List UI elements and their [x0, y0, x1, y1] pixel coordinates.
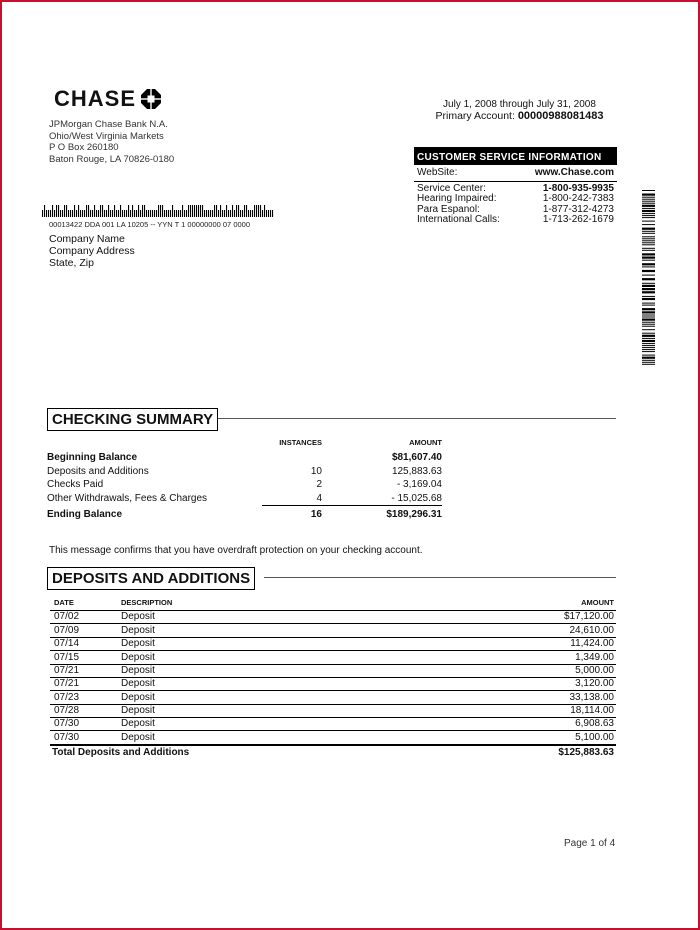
postal-barcode [42, 205, 274, 217]
barcode-bar [272, 210, 273, 217]
barcode-bar [642, 201, 655, 202]
barcode-bar [642, 296, 655, 297]
customer-service-box [414, 147, 617, 226]
barcode-bar [114, 205, 115, 217]
recipient-line: Company Name [49, 233, 125, 245]
barcode-bar [144, 205, 145, 217]
deposit-amount: $17,120.00 [393, 611, 616, 624]
deposit-description: Deposit [117, 718, 393, 731]
deposit-date: 07/02 [50, 611, 117, 624]
barcode-bar [64, 205, 65, 217]
barcode-bar [88, 205, 89, 217]
deposit-date: 07/09 [50, 624, 117, 637]
barcode-bar [222, 210, 223, 217]
summary-instances: 4 [316, 493, 322, 505]
barcode-bar [642, 340, 655, 342]
deposit-date: 07/14 [50, 637, 117, 650]
deposit-amount: 5,000.00 [393, 664, 616, 677]
barcode-bar [174, 210, 175, 217]
barcode-bar [242, 210, 243, 217]
barcode-bar [240, 210, 241, 217]
deposit-date: 07/30 [50, 718, 117, 731]
barcode-bar [642, 190, 655, 191]
barcode-bar [122, 210, 123, 217]
vertical-barcode [642, 190, 660, 365]
barcode-bar [130, 210, 131, 217]
barcode-bar [136, 210, 137, 217]
barcode-bar [84, 210, 85, 217]
checking-summary-table [47, 438, 442, 522]
barcode-bar [642, 210, 655, 212]
address-line: JPMorgan Chase Bank N.A. [49, 119, 168, 130]
deposit-description: Deposit [117, 637, 393, 650]
barcode-bar [184, 210, 185, 217]
barcode-bar [176, 210, 177, 217]
barcode-bar [108, 205, 109, 217]
barcode-bar [124, 210, 125, 217]
barcode-bar [60, 210, 61, 217]
barcode-bar [642, 213, 655, 214]
hearing-impaired-label: Hearing Impaired: [417, 193, 497, 205]
barcode-bar [172, 205, 173, 217]
barcode-bar [206, 210, 207, 217]
deposit-row [50, 718, 616, 731]
barcode-bar [250, 210, 251, 217]
barcode-bar [148, 210, 149, 217]
barcode-bar [120, 205, 121, 217]
barcode-bar [642, 298, 655, 300]
barcode-bar [164, 210, 165, 217]
summary-instances: 10 [310, 465, 322, 477]
hearing-impaired-phone: 1-800-242-7383 [542, 193, 614, 205]
barcode-bar [168, 210, 169, 217]
barcode-bar [42, 210, 43, 217]
summary-total-row [47, 506, 442, 522]
page-number: Page 1 of 4 [564, 838, 616, 849]
barcode-bar [642, 257, 655, 259]
para-espanol-label: Para Espanol: [417, 203, 480, 215]
barcode-bar [642, 242, 655, 243]
logo-text: CHASE [54, 86, 137, 111]
barcode-bar [642, 248, 655, 249]
date-header: DATE [50, 598, 117, 611]
barcode-bar [44, 205, 45, 217]
barcode-bar [208, 210, 209, 217]
statement-period: July 1, 2008 through July 31, 2008 [443, 99, 596, 110]
barcode-bar [642, 275, 655, 276]
deposit-amount: 1,349.00 [393, 651, 616, 664]
barcode-bar [68, 210, 69, 217]
international-row [414, 215, 617, 226]
barcode-bar [642, 308, 655, 310]
deposit-amount: 33,138.00 [393, 691, 616, 704]
barcode-bar [226, 205, 227, 217]
barcode-bar [98, 210, 99, 217]
deposit-row [50, 704, 616, 717]
barcode-bar [642, 329, 655, 330]
barcode-bar [180, 210, 181, 217]
barcode-bar [54, 210, 55, 217]
deposit-row [50, 664, 616, 677]
barcode-bar [246, 205, 247, 217]
summary-instances: 2 [316, 479, 322, 491]
barcode-bar [82, 210, 83, 217]
deposit-description: Deposit [117, 651, 393, 664]
barcode-bar [264, 205, 265, 217]
barcode-bar [128, 205, 129, 217]
barcode-bar [642, 253, 655, 255]
recipient-address [49, 233, 135, 269]
barcode-bar [74, 205, 75, 217]
barcode-bar [642, 311, 655, 313]
barcode-bar [236, 205, 237, 217]
barcode-bar [266, 210, 267, 217]
barcode-bar [642, 205, 655, 207]
deposits-header-row [50, 598, 616, 611]
barcode-bar [116, 210, 117, 217]
barcode-bar [76, 210, 77, 217]
instances-header: INSTANCES [279, 438, 322, 447]
barcode-bar [132, 205, 133, 217]
barcode-bar [96, 210, 97, 217]
barcode-bar [642, 362, 655, 363]
barcode-bar [166, 210, 167, 217]
summary-amount: - 3,169.04 [396, 479, 442, 491]
barcode-bar [252, 210, 253, 217]
barcode-bar [90, 210, 91, 217]
barcode-bar [170, 210, 171, 217]
barcode-bar [642, 345, 655, 346]
deposits-total-amount: $125,883.63 [393, 745, 616, 759]
barcode-bar [100, 205, 101, 217]
barcode-bar [642, 333, 655, 334]
deposit-amount: 18,114.00 [393, 704, 616, 717]
barcode-bar [642, 240, 655, 241]
barcode-bar [642, 266, 655, 267]
barcode-bar [642, 203, 655, 204]
barcode-bar [110, 210, 111, 217]
barcode-bar [134, 210, 135, 217]
deposit-amount: 11,424.00 [393, 637, 616, 650]
deposit-description: Deposit [117, 664, 393, 677]
barcode-bar [72, 210, 73, 217]
deposit-date: 07/21 [50, 677, 117, 690]
deposit-row [50, 651, 616, 664]
barcode-bar [152, 210, 153, 217]
deposits-total-label: Total Deposits and Additions [50, 745, 393, 759]
barcode-bar [146, 210, 147, 217]
barcode-bar [642, 343, 655, 344]
website-row [414, 165, 617, 182]
barcode-bar [642, 244, 655, 245]
address-line: P O Box 260180 [49, 142, 119, 153]
recipient-line: State, Zip [49, 257, 94, 269]
deposits-table [50, 598, 616, 759]
barcode-bar [138, 205, 139, 217]
barcode-bar [202, 205, 203, 217]
deposit-row [50, 611, 616, 624]
barcode-bar [270, 210, 271, 217]
deposit-row [50, 637, 616, 650]
summary-amount: $81,607.40 [391, 452, 442, 464]
deposits-title: DEPOSITS AND ADDITIONS [47, 567, 255, 590]
barcode-bar [642, 199, 655, 200]
deposit-description: Deposit [117, 624, 393, 637]
barcode-bar [642, 263, 655, 265]
website-link[interactable]: www.Chase.com [534, 167, 614, 178]
barcode-bar [182, 205, 183, 217]
summary-amount: 125,883.63 [391, 465, 442, 477]
deposit-amount: 5,100.00 [393, 731, 616, 745]
barcode-bar [86, 205, 87, 217]
deposit-description: Deposit [117, 611, 393, 624]
bank-address [49, 119, 174, 165]
barcode-bar [188, 205, 189, 217]
summary-label: Beginning Balance [47, 452, 138, 464]
barcode-bar [642, 270, 655, 272]
barcode-bar [248, 210, 249, 217]
barcode-bar [262, 210, 263, 217]
barcode-bar [230, 210, 231, 217]
barcode-bar [642, 197, 655, 198]
barcode-bar [642, 364, 655, 365]
barcode-bar [642, 250, 655, 251]
barcode-bar [92, 210, 93, 217]
amount-header: AMOUNT [409, 438, 442, 447]
barcode-bar [186, 210, 187, 217]
deposit-description: Deposit [117, 677, 393, 690]
summary-amount: $189,296.31 [322, 506, 442, 522]
barcode-bar [140, 210, 141, 217]
deposit-row [50, 691, 616, 704]
recipient-line: Company Address [49, 245, 135, 257]
barcode-bar [150, 210, 151, 217]
barcode-bar [254, 205, 255, 217]
barcode-bar [642, 208, 655, 209]
barcode-bar [46, 210, 47, 217]
barcode-bar [48, 210, 49, 217]
service-center-phone: 1-800-935-9935 [542, 182, 614, 194]
summary-row [47, 451, 442, 465]
barcode-bar [642, 260, 655, 261]
primary-account-number: 00000988081483 [517, 110, 604, 122]
barcode-bar [94, 205, 95, 217]
barcode-bar [642, 194, 655, 196]
description-header: DESCRIPTION [117, 598, 393, 611]
barcode-bar [642, 322, 655, 323]
deposit-amount: 3,120.00 [393, 677, 616, 690]
deposit-row [50, 677, 616, 690]
barcode-bar [192, 205, 193, 217]
chase-logo [54, 86, 162, 112]
barcode-bar [58, 205, 59, 217]
customer-service-title: CUSTOMER SERVICE INFORMATION [414, 147, 617, 165]
barcode-bar [642, 231, 655, 232]
barcode-bar [126, 210, 127, 217]
international-phone: 1-713-262-1679 [542, 214, 614, 226]
deposit-date: 07/28 [50, 704, 117, 717]
primary-account [422, 110, 617, 122]
deposit-row [50, 731, 616, 745]
barcode-bar [642, 315, 655, 316]
barcode-bar [102, 205, 103, 217]
barcode-bar [216, 205, 217, 217]
mail-code-line: 00013422 DDA 001 LA 10205 -- YYN T 1 00000000 07 0000 [49, 220, 250, 229]
summary-label: Ending Balance [47, 509, 123, 521]
barcode-bar [642, 357, 655, 359]
barcode-bar [210, 210, 211, 217]
barcode-bar [642, 351, 655, 352]
barcode-bar [238, 205, 239, 217]
barcode-bar [642, 224, 655, 225]
service-center-label: Service Center: [417, 182, 486, 194]
barcode-bar [642, 326, 655, 327]
barcode-bar [642, 291, 655, 293]
para-espanol-phone: 1-877-312-4273 [542, 203, 614, 215]
deposit-date: 07/21 [50, 664, 117, 677]
barcode-bar [162, 205, 163, 217]
barcode-bar [220, 205, 221, 217]
barcode-bar [232, 205, 233, 217]
barcode-bar [50, 210, 51, 217]
barcode-bar [200, 205, 201, 217]
barcode-bar [224, 210, 225, 217]
barcode-bar [642, 215, 655, 216]
barcode-bar [642, 324, 655, 325]
barcode-bar [218, 210, 219, 217]
barcode-bar [106, 210, 107, 217]
barcode-bar [234, 210, 235, 217]
barcode-bar [642, 233, 655, 234]
barcode-bar [642, 283, 655, 284]
amount-header: AMOUNT [393, 598, 616, 611]
barcode-bar [642, 278, 655, 280]
barcode-bar [52, 205, 53, 217]
deposits-total-row [50, 745, 616, 759]
barcode-bar [158, 205, 159, 217]
summary-row [47, 465, 442, 479]
barcode-bar [198, 205, 199, 217]
barcode-bar [642, 236, 655, 237]
deposit-date: 07/30 [50, 731, 117, 745]
barcode-bar [642, 349, 655, 350]
barcode-bar [212, 210, 213, 217]
barcode-bar [642, 217, 655, 218]
barcode-bar [104, 210, 105, 217]
barcode-bar [244, 205, 245, 217]
deposit-amount: 6,908.63 [393, 718, 616, 731]
barcode-bar [156, 210, 157, 217]
summary-label: Checks Paid [47, 479, 104, 491]
barcode-bar [214, 205, 215, 217]
barcode-bar [160, 205, 161, 217]
barcode-bar [66, 205, 67, 217]
barcode-bar [142, 205, 143, 217]
summary-instances: 16 [262, 506, 322, 522]
deposit-row [50, 624, 616, 637]
section-rule [202, 418, 616, 419]
barcode-bar [118, 210, 119, 217]
barcode-bar [642, 335, 655, 337]
barcode-bar [642, 228, 655, 230]
barcode-bar [178, 210, 179, 217]
barcode-bar [258, 205, 259, 217]
barcode-bar [642, 355, 655, 356]
barcode-bar [642, 238, 655, 239]
deposit-description: Deposit [117, 704, 393, 717]
barcode-bar [642, 305, 655, 306]
summary-row [47, 492, 442, 506]
barcode-bar [642, 221, 655, 222]
primary-account-label: Primary Account: [435, 110, 515, 122]
barcode-bar [256, 205, 257, 217]
barcode-bar [80, 210, 81, 217]
barcode-bar [56, 205, 57, 217]
barcode-bar [642, 319, 655, 321]
barcode-bar [268, 210, 269, 217]
barcode-bar [260, 205, 261, 217]
barcode-bar [196, 205, 197, 217]
deposit-amount: 24,610.00 [393, 624, 616, 637]
barcode-bar [154, 210, 155, 217]
summary-row [47, 478, 442, 492]
section-rule [264, 577, 616, 578]
summary-header-row [47, 438, 442, 451]
barcode-bar [62, 210, 63, 217]
deposit-description: Deposit [117, 691, 393, 704]
barcode-bar [194, 205, 195, 217]
barcode-bar [78, 205, 79, 217]
deposit-description: Deposit [117, 731, 393, 745]
summary-label: Deposits and Additions [47, 465, 149, 477]
international-label: International Calls: [417, 214, 500, 226]
barcode-bar [642, 285, 655, 287]
barcode-bar [642, 303, 655, 304]
barcode-bar [112, 210, 113, 217]
summary-amount: - 15,025.68 [391, 493, 442, 505]
barcode-bar [642, 288, 655, 290]
deposit-date: 07/23 [50, 691, 117, 704]
checking-summary-title: CHECKING SUMMARY [47, 408, 218, 431]
deposit-date: 07/15 [50, 651, 117, 664]
summary-label: Other Withdrawals, Fees & Charges [47, 493, 208, 505]
address-line: Ohio/West Virginia Markets [49, 130, 164, 142]
octagon-logo-icon [140, 88, 162, 110]
summary-instances [262, 451, 322, 465]
barcode-bar [190, 205, 191, 217]
address-line: Baton Rouge, LA 70826-0180 [49, 153, 175, 165]
barcode-bar [642, 338, 655, 339]
barcode-bar [642, 360, 655, 361]
barcode-bar [642, 317, 655, 318]
website-label: WebSite: [417, 167, 458, 178]
overdraft-message: This message confirms that you have overdraft protection on your checking account. [49, 545, 423, 556]
barcode-bar [642, 347, 655, 348]
barcode-bar [228, 210, 229, 217]
barcode-bar [70, 210, 71, 217]
barcode-bar [204, 210, 205, 217]
